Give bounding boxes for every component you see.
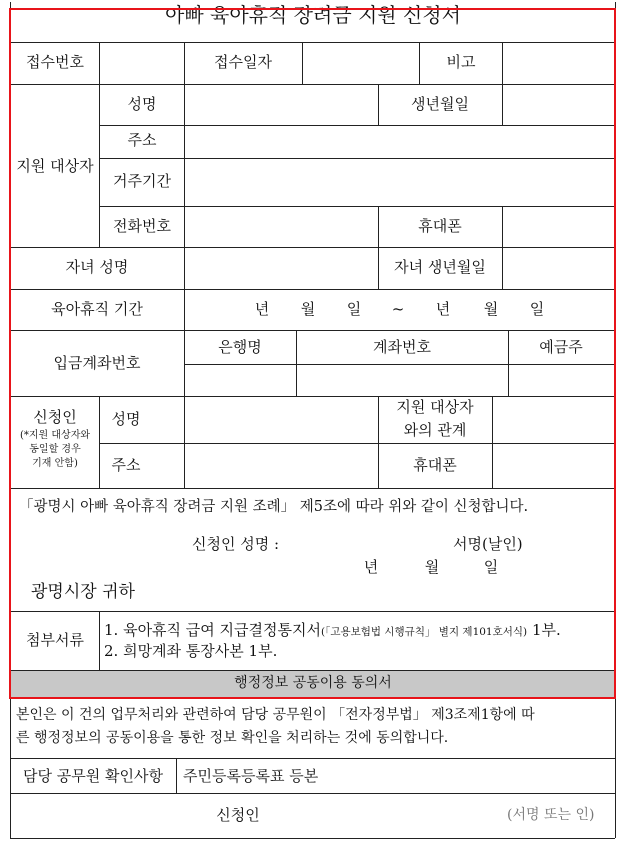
attachment-item-1-count: 1부. — [531, 621, 561, 639]
officer-check-label: 담당 공무원 확인사항 — [23, 767, 163, 785]
declaration-statement: 「광명시 아빠 육아휴직 장려금 지원 조례」 제5조에 따라 위와 같이 신청합니다. — [19, 499, 529, 515]
leave-period-label: 육아휴직 기간 — [51, 300, 143, 318]
requester-note-line1: (*지원 대상자와 — [19, 430, 91, 441]
declaration-addressee: 광명시장 귀하 — [31, 582, 135, 602]
applicant-mobile-label: 휴대폰 — [418, 217, 462, 235]
declaration-year: 년 — [363, 558, 379, 576]
attachment-item-2: 2. 희망계좌 통장사본 1부. — [104, 642, 278, 660]
declaration-signature: 서명(날인) — [453, 535, 523, 553]
consent-text-line2: 른 행정정보의 공동이용을 통한 정보 확인을 처리하는 것에 동의합니다. — [16, 730, 449, 746]
leave-tilde: ~ — [391, 300, 405, 318]
highlight-box — [9, 8, 616, 699]
leave-end-day: 일 — [529, 300, 545, 318]
attachment-item-1-main: 1. 육아휴직 급여 지급결정통지서 — [104, 621, 321, 639]
attachment-item-1-note: (「고용보험법 시행규칙」 별지 제101호서식) — [321, 626, 528, 638]
bank-account-label: 입금계좌번호 — [53, 354, 141, 372]
consent-header: 행정정보 공동이용 동의서 — [234, 675, 392, 691]
officer-check-value: 주민등록등록표 등본 — [183, 767, 319, 785]
consent-text-line1: 본인은 이 건의 업무처리와 관련하여 담당 공무원이 「전자정부법」 제3조제1항에 따 — [16, 707, 535, 723]
declaration-applicant-name: 신청인 성명 : — [192, 535, 280, 553]
leave-start-month: 월 — [300, 300, 316, 318]
applicant-phone-label: 전화번호 — [113, 217, 171, 235]
applicant-address-label: 주소 — [127, 131, 157, 149]
attachments-label: 첨부서류 — [26, 631, 84, 649]
applicant-target-label: 지원 대상자 — [16, 157, 94, 175]
consent-applicant-label: 신청인 — [216, 806, 260, 824]
child-name-label: 자녀 성명 — [65, 258, 129, 276]
requester-note-line2: 동일할 경우 — [29, 444, 81, 455]
requester-relation-line1: 지원 대상자 — [396, 398, 474, 416]
account-holder-label: 예금주 — [539, 338, 583, 356]
form-title: 아빠 육아휴직 장려금 지원 신청서 — [165, 3, 461, 27]
leave-end-year: 년 — [435, 300, 451, 318]
leave-end-month: 월 — [483, 300, 499, 318]
account-number-label: 계좌번호 — [373, 338, 431, 356]
remarks-label: 비고 — [446, 53, 476, 71]
leave-start-day: 일 — [346, 300, 362, 318]
requester-address-label: 주소 — [111, 456, 141, 474]
receipt-date-label: 접수일자 — [214, 53, 272, 71]
consent-sign-hint: (서명 또는 인) — [507, 807, 595, 823]
leave-start-year: 년 — [254, 300, 270, 318]
requester-relation-line2: 와의 관계 — [403, 421, 467, 439]
declaration-day: 일 — [483, 558, 499, 576]
child-birth-label: 자녀 생년월일 — [394, 258, 486, 276]
bank-name-label: 은행명 — [218, 338, 262, 356]
requester-name-label: 성명 — [111, 410, 141, 428]
requester-mobile-label: 휴대폰 — [413, 456, 457, 474]
requester-note-line3: 기재 안함) — [32, 458, 78, 469]
applicant-residence-label: 거주기간 — [113, 172, 171, 190]
requester-label: 신청인 — [33, 408, 77, 426]
declaration-month: 월 — [424, 558, 440, 576]
applicant-name-label: 성명 — [127, 95, 157, 113]
applicant-birth-label: 생년월일 — [411, 95, 469, 113]
receipt-number-label: 접수번호 — [26, 53, 84, 71]
